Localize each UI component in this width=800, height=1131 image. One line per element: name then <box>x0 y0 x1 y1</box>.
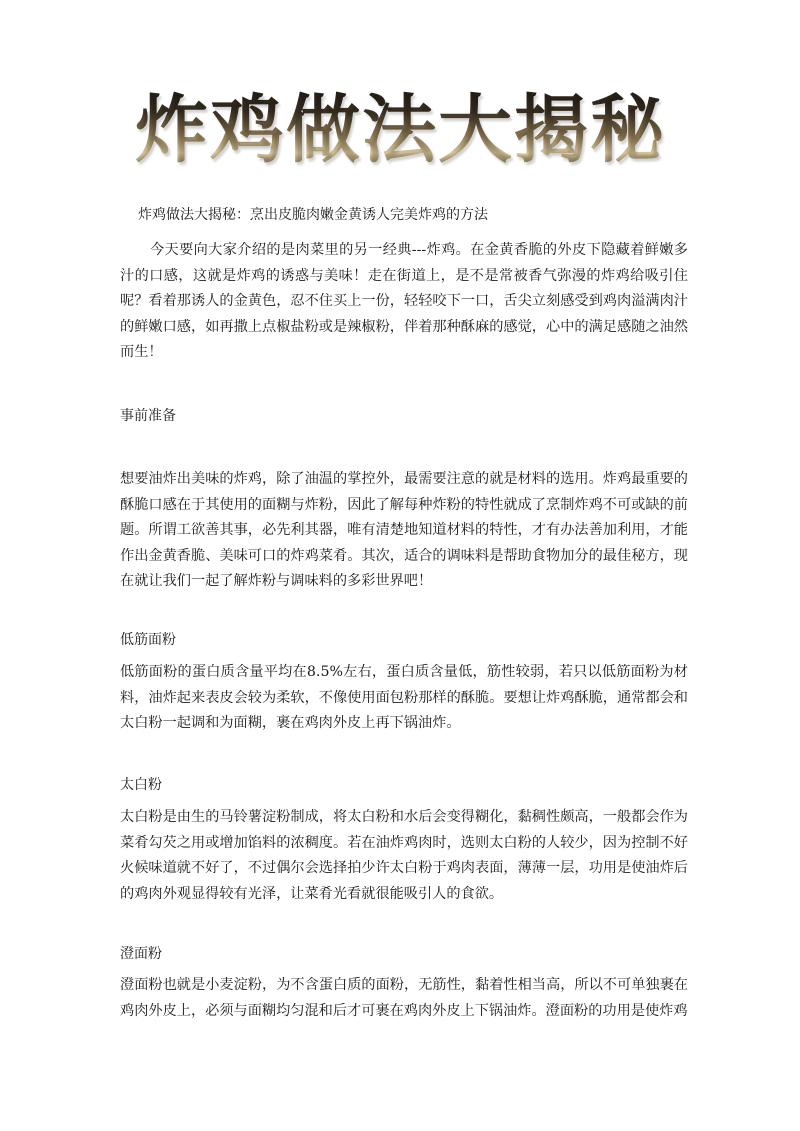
section-body-preparation: 想要油炸出美味的炸鸡，除了油温的掌控外，最需要注意的就是材料的选用。炸鸡最重要的酥脆口感在于其使用的面糊与炸粉，因此了解每种炸粉的特性就成了烹制炸鸡不可或缺的前题。所谓工欲善其事，必先利其器，唯有清楚地知道材料的特性，才有办法善加利用，才能作出金黄香脆、美味可口的炸鸡菜肴。其次，适合的调味料是帮助食物加分的最佳秘方，现在就让我们一起了解炸粉与调味料的多彩世界吧！ <box>120 471 688 589</box>
section-body-potato-starch: 太白粉是由生的马铃薯淀粉制成，将太白粉和水后会变得糊化，黏稠性颇高，一般都会作为菜肴勾芡之用或增加馅料的浓稠度。若在油炸鸡肉时，选则太白粉的人较少，因为控制不好火候味道就不好了，不过偶尔会选择拍少许太白粉于鸡肉表面，薄薄一层，功用是使油炸后的鸡肉外观显得较有光泽，让菜肴光看就很能吸引人的食欲。 <box>120 809 688 902</box>
section-body-low-gluten-flour: 低筋面粉的蛋白质含量平均在8.5%左右，蛋白质含量低，筋性较弱，若只以低筋面粉为材料，油炸起来表皮会较为柔软，不像使用面包粉那样的酥脆。要想让炸鸡酥脆，通常都会和太白粉一起调和为面糊，裹在鸡肉外皮上再下锅油炸。 <box>120 664 688 731</box>
section-heading-preparation: 事前准备 <box>120 408 176 424</box>
section-heading-low-gluten-flour: 低筋面粉 <box>120 632 176 648</box>
document-headline: 炸鸡做法大揭秘 <box>110 84 690 176</box>
document-subtitle: 炸鸡做法大揭秘：烹出皮脆肉嫩金黄诱人完美炸鸡的方法 <box>138 207 488 223</box>
section-heading-wheat-starch: 澄面粉 <box>120 946 162 962</box>
section-heading-potato-starch: 太白粉 <box>120 777 162 793</box>
section-body-wheat-starch: 澄面粉也就是小麦淀粉，为不含蛋白质的面粉，无筋性，黏着性相当高，所以不可单独裹在鸡肉外皮上，必须与面糊均匀混和后才可裹在鸡肉外皮上下锅油炸。澄面粉的功用是使炸鸡 <box>120 977 688 1019</box>
intro-paragraph: 今天要向大家介绍的是肉菜里的另一经典---炸鸡。在金黄香脆的外皮下隐藏着鲜嫩多汁的口感，这就是炸鸡的诱惑与美味！走在街道上，是不是常被香气弥漫的炸鸡给吸引住呢？看着那诱人的金黄色，忍不住买上一份，轻轻咬下一口，舌尖立刻感受到鸡肉溢满肉汁的鲜嫩口感，如再撒上点椒盐粉或是辣椒粉，伴着那种酥麻的感觉，心中的满足感随之油然而生！ <box>120 242 688 360</box>
